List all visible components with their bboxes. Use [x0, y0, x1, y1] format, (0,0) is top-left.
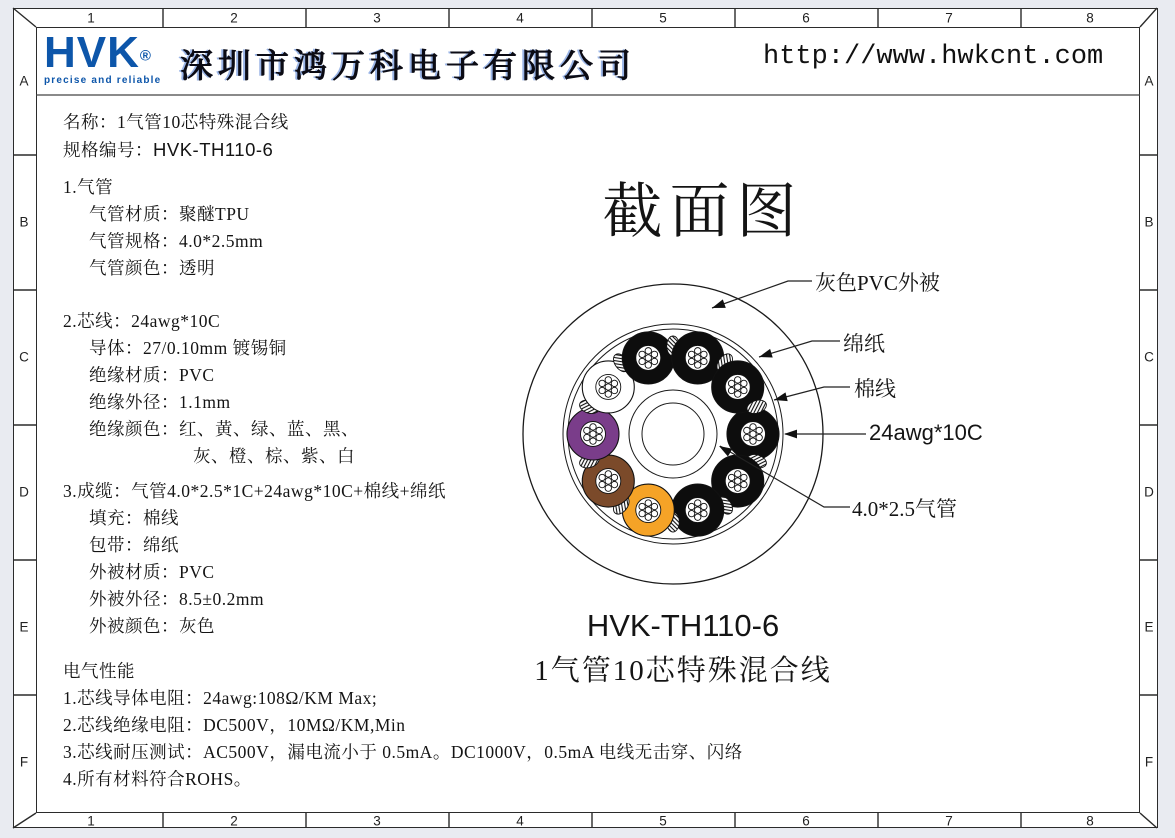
core-wire-black	[622, 332, 674, 384]
label-sheath: 灰色PVC外被	[815, 271, 940, 295]
spec-line: 外被颜色：灰色	[89, 616, 215, 636]
frame-col-label: 3	[373, 10, 381, 26]
section-cable	[63, 478, 446, 640]
section-core	[63, 308, 359, 470]
section-cable-title: 3.成缆：气管4.0*2.5*1C+24awg*10C+棉线+绵纸	[63, 481, 446, 501]
spec-line: 气管规格：4.0*2.5mm	[89, 231, 264, 251]
frame-col-label: 8	[1086, 813, 1094, 829]
diagram-title: 截面图	[602, 179, 804, 245]
company-website: http://www.hwkcnt.com	[763, 42, 1104, 72]
core-wire-black	[672, 484, 724, 536]
frame-row-label: E	[19, 619, 29, 635]
frame-col-label: 2	[230, 10, 238, 26]
section-core-title: 2.芯线：24awg*10C	[63, 311, 221, 331]
frame-col-label: 6	[802, 10, 810, 26]
frame-col-label: 5	[659, 813, 667, 829]
frame-col-label: 1	[87, 10, 95, 26]
product-spec-code: HVK-TH110-6	[153, 139, 274, 160]
spec-line: 导体：27/0.10mm 镀锡铜	[89, 338, 287, 358]
spec-line: 绝缘外径：1.1mm	[89, 392, 231, 412]
frame-row-label: F	[1144, 754, 1154, 770]
label-cotton: 棉线	[854, 377, 896, 401]
frame-row-label: C	[19, 349, 29, 365]
arrowhead-icon	[759, 349, 773, 358]
frame-col-label: 8	[1086, 10, 1094, 26]
product-name-label: 名称：	[63, 112, 117, 132]
spec-line: 外被外径：8.5±0.2mm	[89, 589, 265, 609]
logo-text: HVK	[44, 28, 140, 77]
spec-line: 3.芯线耐压测试：AC500V，漏电流小于 0.5mA。DC1000V，0.5mA 电线无击穿、闪络	[63, 742, 743, 762]
frame-col-label: 3	[373, 813, 381, 829]
frame-col-label: 7	[945, 813, 953, 829]
cable-cross-section	[523, 284, 823, 584]
section-electrical-title: 电气性能	[63, 661, 135, 681]
spec-line: 绝缘材质：PVC	[89, 365, 215, 385]
arrowhead-icon	[712, 299, 726, 308]
frame-row-label: E	[1144, 619, 1154, 635]
frame-row-label: D	[1144, 484, 1154, 500]
product-spec-line	[63, 136, 289, 164]
spec-line: 气管材质：聚醚TPU	[89, 204, 250, 224]
air-tube-bore-circle	[642, 403, 704, 465]
arrowhead-icon	[784, 430, 797, 439]
frame-col-label: 4	[516, 813, 524, 829]
spec-line: 2.芯线绝缘电阻：DC500V，10MΩ/KM,Min	[63, 715, 406, 735]
diagram-caption-code: HVK-TH110-6	[586, 608, 780, 643]
registered-trademark-icon: ®	[139, 47, 151, 65]
spec-line: 气管颜色：透明	[89, 258, 215, 278]
spec-line: 外被材质：PVC	[89, 562, 215, 582]
frame-col-label: 6	[802, 813, 810, 829]
spec-line: 4.所有材料符合ROHS。	[63, 769, 252, 789]
core-wire-purple	[567, 408, 619, 460]
company-name: 深圳市鸿万科电子有限公司	[180, 47, 636, 84]
frame-row-label: A	[1144, 73, 1154, 89]
frame-col-label: 1	[87, 813, 95, 829]
logo-tagline: precise and reliable	[44, 75, 162, 86]
product-name-line	[63, 109, 289, 136]
label-tissue: 绵纸	[843, 332, 885, 356]
label-cores: 24awg*10C	[869, 420, 983, 445]
spec-line: 包带：绵纸	[89, 535, 179, 555]
product-spec-label: 规格编号：	[63, 140, 153, 160]
company-logo	[44, 28, 162, 86]
product-name-value: 1气管10芯特殊混合线	[117, 112, 289, 132]
frame-row-label: F	[19, 754, 29, 770]
spec-line: 灰、橙、棕、紫、白	[193, 446, 355, 466]
spec-line: 1.芯线导体电阻：24awg:108Ω/KM Max;	[63, 688, 378, 708]
frame-col-label: 7	[945, 10, 953, 26]
section-tube	[63, 174, 263, 282]
frame-row-label: B	[19, 214, 29, 230]
spec-line: 绝缘颜色：红、黄、绿、蓝、黑、	[89, 419, 359, 439]
frame-row-label: C	[1144, 349, 1154, 365]
section-tube-title: 1.气管	[63, 177, 114, 197]
label-tube: 4.0*2.5气管	[852, 497, 957, 521]
frame-col-label: 5	[659, 10, 667, 26]
frame-col-label: 4	[516, 10, 524, 26]
core-wire-black	[727, 408, 779, 460]
frame-row-label: B	[1144, 214, 1154, 230]
frame-row-label: D	[19, 484, 29, 500]
product-info	[63, 109, 289, 164]
spec-line: 填充：棉线	[89, 508, 179, 528]
diagram-caption-name: 1气管10芯特殊混合线	[534, 655, 832, 687]
frame-col-label: 2	[230, 813, 238, 829]
frame-row-label: A	[19, 73, 29, 89]
